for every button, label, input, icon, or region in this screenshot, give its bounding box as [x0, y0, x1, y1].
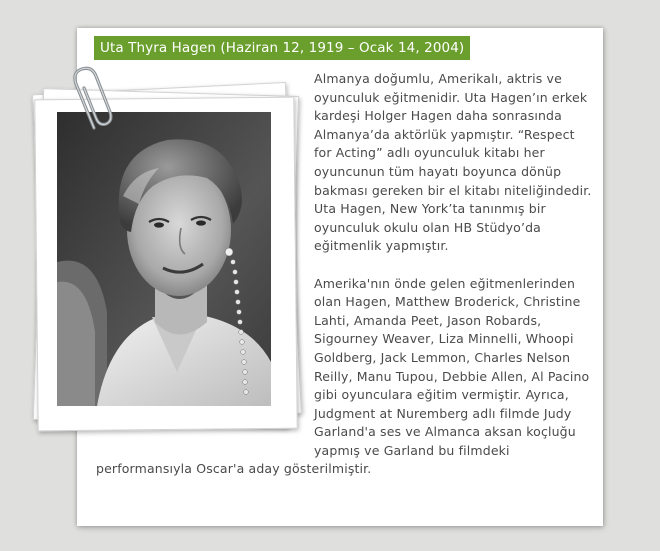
photo-float-spacer	[96, 70, 314, 450]
article-body	[96, 70, 596, 479]
paragraph-biography: Almanya doğumlu, Amerikalı, aktris ve oyunculuk eğitmenidir. Uta Hagen’ın erkek kardeşi Holger Hagen daha sonrasında Almanya’da aktörlük yapmıştır. “Respect for Acting” adlı oyunculuk kitabı her oyuncunun tüm hayatı boyunca dönüp bakması gereken bir el kitabı niteliğindedir. Uta Hagen, New York’ta tanınmış bir oyunculuk okulu olan HB Stüdyo’da eğitmenlik yapmıştır.	[314, 71, 592, 254]
paragraph-students: Amerika'nın önde gelen eğitmenlerinden olan Hagen, Matthew Broderick, Christine Lahti, Amanda Peet, Jason Robards, Sigourney Weaver, Liza Minnelli, Whoopi Goldberg, Jack Lemmon, Charles Nelson Reilly, Manu Tupou, Debbie Allen, Al Pacino gibi oyunculara eğitim vermiştir. Ayrıca, Judgment at Nuremberg adlı filmde Judy Garland'a ses ve Almanca aksan koçluğu yapmış ve Garland bu filmdeki performansıyla Oscar'a aday gösterilmiştir.	[96, 275, 590, 477]
article-title: Uta Thyra Hagen (Haziran 12, 1919 – Ocak 14, 2004)	[94, 36, 470, 60]
